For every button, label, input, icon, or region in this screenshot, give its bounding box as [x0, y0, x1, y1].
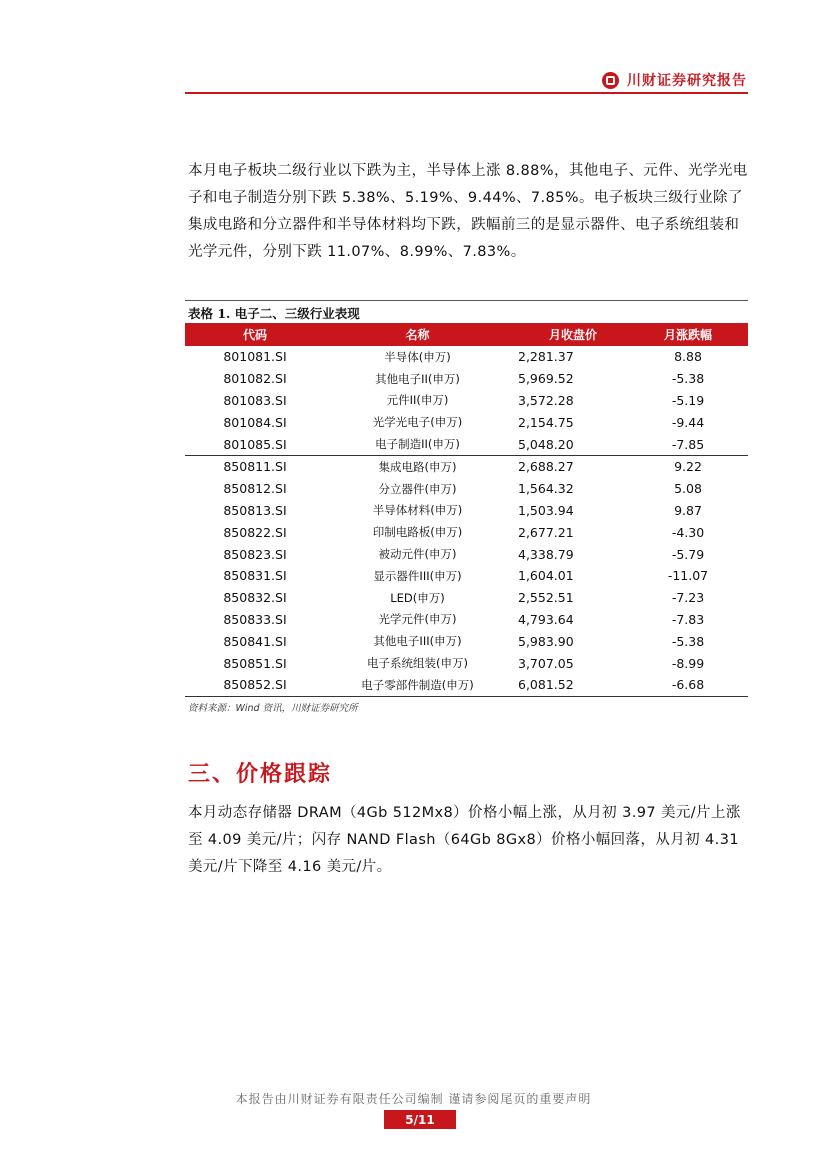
row-code: 850852.SI [185, 674, 325, 696]
header-divider [185, 92, 748, 94]
row-name: 被动元件(申万) [378, 547, 457, 562]
row-close-price: 1,604.01 [518, 568, 574, 584]
row-change: -6.68 [628, 674, 748, 696]
row-name: 其他电子III(申万) [373, 634, 462, 649]
table-caption-divider [185, 300, 748, 301]
row-close-price: 6,081.52 [510, 674, 628, 696]
row-change: 9.87 [674, 502, 702, 518]
table-row [185, 565, 748, 587]
row-code: 850811.SI [185, 455, 325, 477]
row-name: 光学光电子(申万) [372, 415, 463, 430]
row-close-price: 5,983.90 [518, 633, 574, 649]
table-row [185, 500, 748, 522]
row-code: 850851.SI [223, 655, 287, 671]
row-close-price: 2,281.37 [518, 349, 574, 365]
table-caption: 表格 1. 电子二、三级行业表现 [188, 306, 360, 321]
row-name: 电子制造II(申万) [375, 437, 460, 452]
row-code: 850831.SI [223, 568, 287, 584]
row-code: 850823.SI [223, 546, 287, 562]
row-close-price: 1,564.32 [518, 481, 574, 497]
intro-paragraph: 本月电子板块二级行业以下跌为主，半导体上涨 8.88%，其他电子、元件、光学光电子和电子制造分别下跌 5.38%、5.19%、9.44%、7.85%。电子板块三级行业除了集成电路和分立器件和半导体材料均下跌，跌幅前三的是显示器件、电子系统组装和光学元件，分别下跌 11.07%、8.99%、7.83%。 [188, 163, 748, 260]
row-code: 850813.SI [223, 502, 287, 518]
row-close-price: 2,552.51 [518, 590, 574, 606]
row-name: 电子零部件制造(申万) [325, 674, 510, 696]
row-code: 801085.SI [223, 436, 287, 452]
row-close-price: 3,572.28 [518, 392, 574, 408]
header-change: 月涨跌幅 [628, 323, 748, 346]
row-change: 8.88 [674, 349, 702, 365]
table-row [185, 455, 748, 477]
row-code: 801082.SI [223, 371, 287, 387]
row-close-price: 3,707.05 [518, 655, 574, 671]
row-code: 801083.SI [223, 392, 287, 408]
row-change: -11.07 [667, 568, 709, 584]
header-brand [602, 70, 747, 90]
table-row [185, 390, 748, 412]
row-name: 印制电路板(申万) [372, 525, 463, 540]
row-close-price: 2,677.21 [518, 524, 574, 540]
row-change: -5.79 [671, 546, 705, 562]
row-close-price: 4,793.64 [518, 611, 574, 627]
table-row [185, 674, 748, 696]
industry-performance-table [185, 323, 748, 697]
table-row [185, 433, 748, 455]
row-code: 850841.SI [223, 633, 287, 649]
table-row [185, 346, 748, 368]
row-code: 850833.SI [223, 611, 287, 627]
row-close-price: 5,048.20 [518, 436, 574, 452]
row-close-price: 2,154.75 [518, 414, 574, 430]
table-header-row [185, 323, 748, 346]
price-tracking-paragraph: 本月动态存储器 DRAM（4Gb 512Mx8）价格小幅上涨，从月初 3.97 美元/片上涨至 4.09 美元/片；闪存 NAND Flash（64Gb 8Gx8）价格小幅回落，从月初 4.31 美元/片下降至 4.16 美元/片。 [188, 805, 741, 875]
row-name: 半导体材料(申万) [372, 503, 463, 518]
row-name: LED(申万) [390, 590, 445, 605]
row-name: 集成电路(申万) [325, 455, 510, 477]
section-title: 三、价格跟踪 [188, 761, 333, 787]
row-change: -5.38 [671, 371, 705, 387]
row-change: 5.08 [674, 481, 702, 497]
row-close-price: 4,338.79 [518, 546, 574, 562]
row-name: 光学元件(申万) [378, 612, 457, 627]
footer-disclaimer: 本报告由川财证券有限责任公司编制 谨请参阅尾页的重要声明 [235, 1092, 592, 1106]
row-change: -4.30 [671, 524, 705, 540]
row-change: -7.83 [671, 611, 705, 627]
row-code: 850822.SI [223, 524, 287, 540]
header-code: 代码 [185, 323, 325, 346]
row-change: -8.99 [671, 655, 705, 671]
row-code: 801084.SI [223, 414, 287, 430]
chuancai-logo-icon [602, 72, 619, 89]
table-row [185, 630, 748, 652]
row-name: 半导体(申万) [384, 349, 451, 364]
row-change: 9.22 [628, 455, 748, 477]
page-number: 5/11 [384, 1110, 456, 1129]
table-row [185, 587, 748, 609]
table-row [185, 478, 748, 500]
table-row [185, 543, 748, 565]
row-change: -5.38 [671, 633, 705, 649]
row-close-price: 1,503.94 [518, 502, 574, 518]
table-row [185, 411, 748, 433]
row-name: 显示器件III(申万) [373, 568, 462, 583]
header-name: 名称 [325, 323, 510, 346]
row-name: 电子系统组装(申万) [367, 656, 468, 671]
row-name: 其他电子II(申万) [375, 371, 460, 386]
table-row [185, 521, 748, 543]
table-row [185, 368, 748, 390]
row-name: 元件II(申万) [386, 393, 449, 408]
row-code: 801081.SI [223, 349, 287, 365]
table-row [185, 609, 748, 631]
row-close-price: 2,688.27 [510, 455, 628, 477]
row-name: 分立器件(申万) [378, 481, 457, 496]
row-close-price: 5,969.52 [518, 371, 574, 387]
row-change: -9.44 [671, 414, 705, 430]
row-code: 850812.SI [223, 481, 287, 497]
table-source: 资料来源：Wind 资讯，川财证券研究所 [188, 703, 358, 714]
row-change: -5.19 [671, 392, 705, 408]
table-row [185, 652, 748, 674]
row-code: 850832.SI [223, 590, 287, 606]
brand-title: 川财证券研究报告 [627, 73, 747, 89]
row-change: -7.85 [671, 436, 705, 452]
header-close-price: 月收盘价 [510, 323, 628, 346]
row-change: -7.23 [671, 590, 705, 606]
